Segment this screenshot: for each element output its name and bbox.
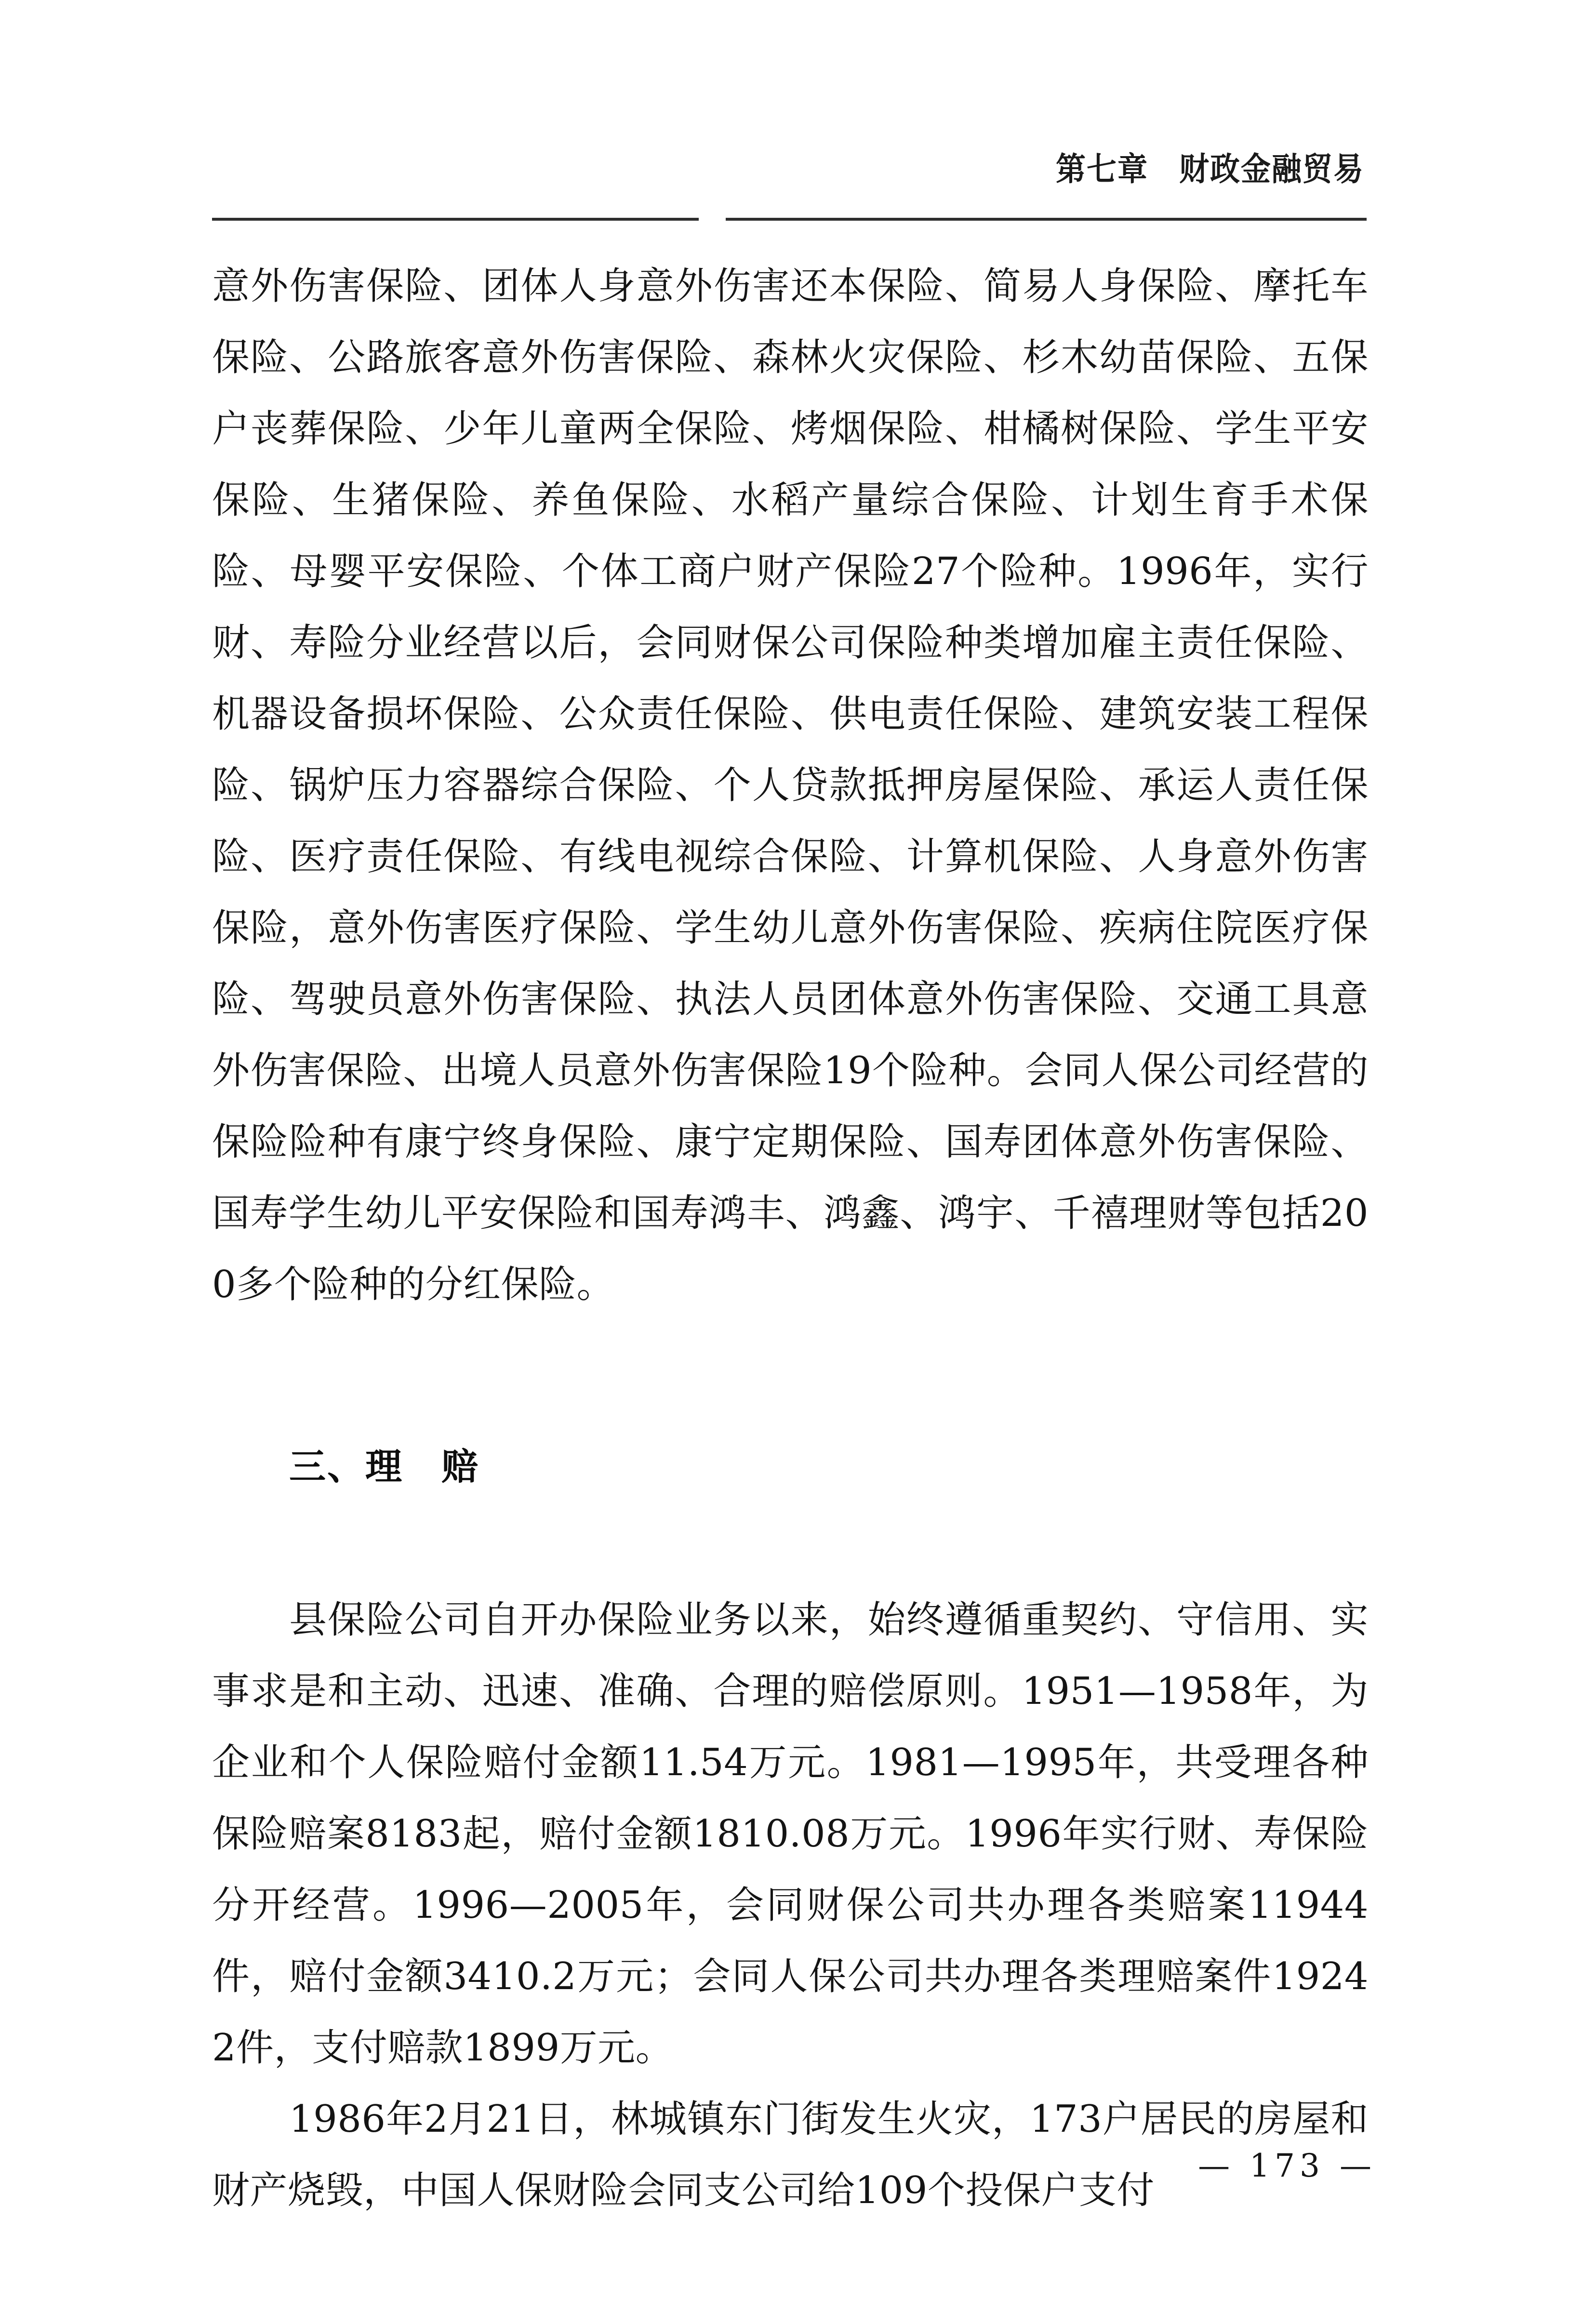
spacer-after-heading	[212, 1502, 1369, 1584]
running-head-text: 第七章 财政金融贸易	[1055, 150, 1364, 188]
text-column	[212, 251, 1369, 2226]
body-paragraph-insurance-types: 意外伤害保险、团体人身意外伤害还本保险、简易人身保险、摩托车保险、公路旅客意外伤害保险、森林火灾保险、杉木幼苗保险、五保户丧葬保险、少年儿童两全保险、烤烟保险、柑橘树保险、学生平安保险、生猪保险、养鱼保险、水稻产量综合保险、计划生育手术保险、母婴平安保险、个体工商户财产保险27个险种。1996年，实行财、寿险分业经营以后，会同财保公司保险种类增加雇主责任保险、机器设备损坏保险、公众责任保险、供电责任保险、建筑安装工程保险、锅炉压力容器综合保险、个人贷款抵押房屋保险、承运人责任保险、医疗责任保险、有线电视综合保险、计算机保险、人身意外伤害保险，意外伤害医疗保险、学生幼儿意外伤害保险、疾病住院医疗保险、驾驶员意外伤害保险、执法人员团体意外伤害保险、交通工具意外伤害保险、出境人员意外伤害保险19个险种。会同人保公司经营的保险险种有康宁终身保险、康宁定期保险、国寿团体意外伤害保险、国寿学生幼儿平安保险和国寿鸿丰、鸿鑫、鸿宇、千禧理财等包括200多个险种的分红保险。	[212, 265, 1369, 1306]
header-rule-left	[212, 218, 699, 221]
running-head	[212, 150, 1364, 206]
body-paragraph-claims-summary: 县保险公司自开办保险业务以来，始终遵循重契约、守信用、实事求是和主动、迅速、准确、合理的赔偿原则。1951—1958年，为企业和个人保险赔付金额11.54万元。1981—1995年，共受理各种保险赔案8183起，赔付金额1810.08万元。1996年实行财、寿保险分开经营。1996—2005年，会同财保公司共办理各类赔案11944件，赔付金额3410.2万元；会同人保公司共办理各类理赔案件19242件，支付赔款1899万元。	[212, 1598, 1369, 2070]
page-folio: — 173 —	[1198, 2147, 1376, 2184]
section-heading-claims: 三、理 赔	[289, 1445, 479, 1488]
header-rule-right	[726, 218, 1367, 221]
spacer-before-heading	[212, 1320, 1369, 1431]
body-paragraph-fire-incident: 1986年2月21日，林城镇东门街发生火灾，173户居民的房屋和财产烧毁，中国人保财险会同支公司给109个投保户支付	[212, 2098, 1369, 2212]
